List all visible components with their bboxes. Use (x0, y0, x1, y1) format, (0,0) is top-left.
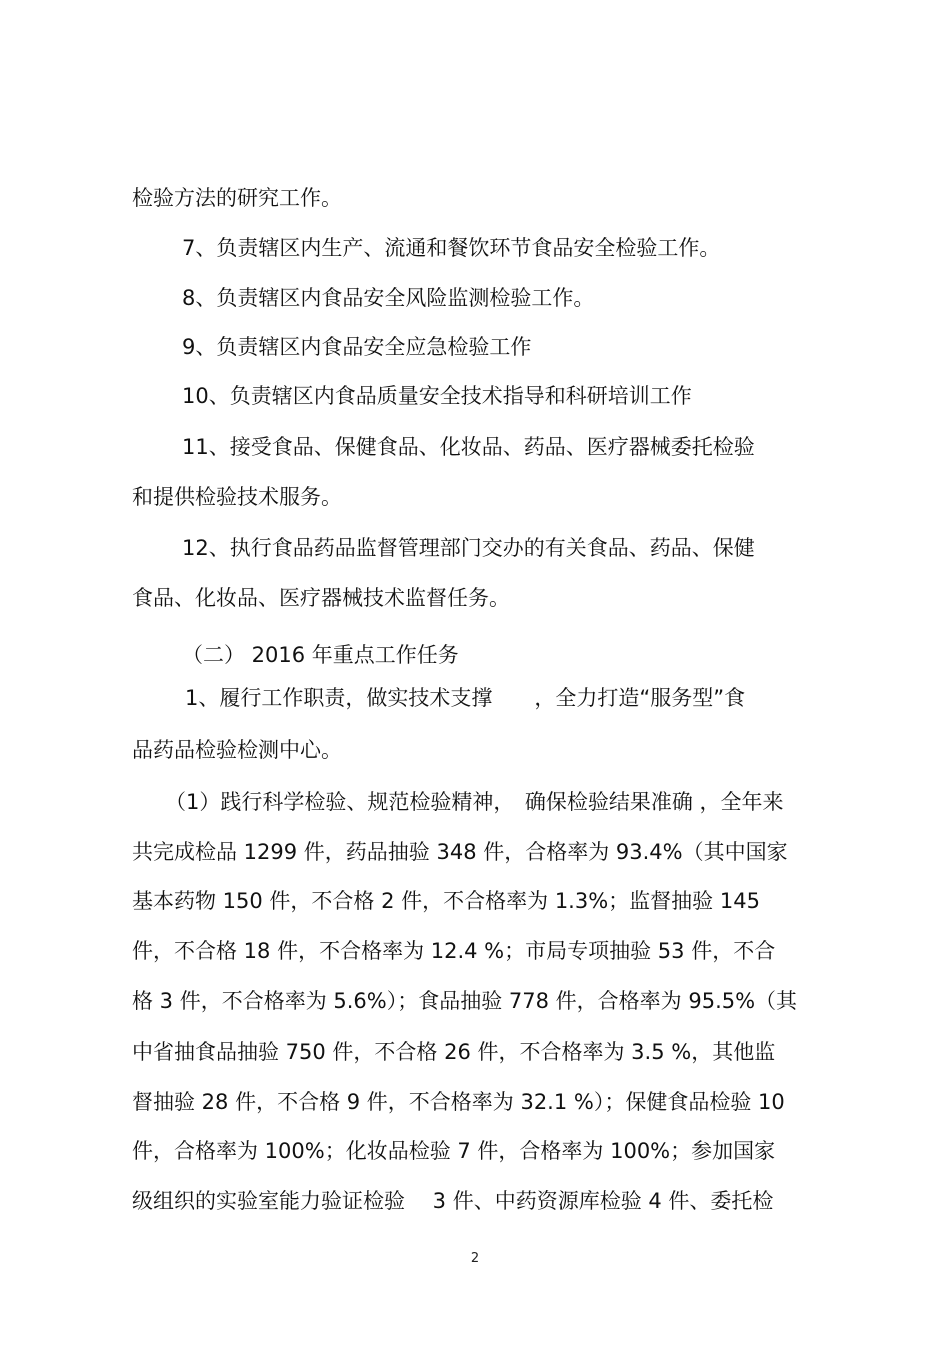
text-line: 督抽验 28 件，不合格 9 件，不合格率为 32.1 %）；保健食品检验 10 (132, 1090, 785, 1114)
text-line: 件，不合格 18 件，不合格率为 12.4 %；市局专项抽验 53 件，不合 (132, 939, 776, 963)
text-line: 中省抽食品抽验 750 件，不合格 26 件，不合格率为 3.5 %，其他监 (132, 1040, 776, 1064)
text-line: 件，合格率为 100%；化妆品检验 7 件，合格率为 100%；参加国家 (132, 1139, 776, 1163)
text-line: 和提供检验技术服务。 (132, 485, 342, 509)
text-line: 检验方法的研究工作。 (132, 186, 342, 210)
text-line: 级组织的实验室能力验证检验 3 件、中药资源库检验 4 件、委托检 (132, 1189, 774, 1213)
text-line: 12、执行食品药品监督管理部门交办的有关食品、药品、保健 (182, 536, 755, 560)
text-line: （1）践行科学检验、规范检验精神， 确保检验结果准确 ，全年来 (165, 790, 784, 814)
text-line: 1、履行工作职责，做实技术支撑 ，全力打造“服务型”食 (185, 686, 746, 710)
text-line: 7、负责辖区内生产、流通和餐饮环节食品安全检验工作。 (182, 236, 721, 260)
text-line: 9、负责辖区内食品安全应急检验工作 (182, 335, 532, 359)
text-line: 8、负责辖区内食品安全风险监测检验工作。 (182, 286, 595, 310)
text-line: 格 3 件，不合格率为 5.6%）；食品抽验 778 件，合格率为 95.5%（其 (132, 989, 798, 1013)
text-line: 共完成检品 1299 件，药品抽验 348 件，合格率为 93.4%（其中国家 (132, 840, 788, 864)
text-line: 10、负责辖区内食品质量安全技术指导和科研培训工作 (182, 384, 692, 408)
page-number: 2 (470, 1251, 480, 1266)
text-line: 11、接受食品、保健食品、化妆品、药品、医疗器械委托检验 (182, 435, 755, 459)
section-heading: （二） 2016 年重点工作任务 (182, 643, 459, 667)
text-line: 基本药物 150 件，不合格 2 件，不合格率为 1.3%；监督抽验 145 (132, 889, 760, 913)
text-line: 食品、化妆品、医疗器械技术监督任务。 (132, 586, 510, 610)
text-line: 品药品检验检测中心。 (132, 738, 342, 762)
